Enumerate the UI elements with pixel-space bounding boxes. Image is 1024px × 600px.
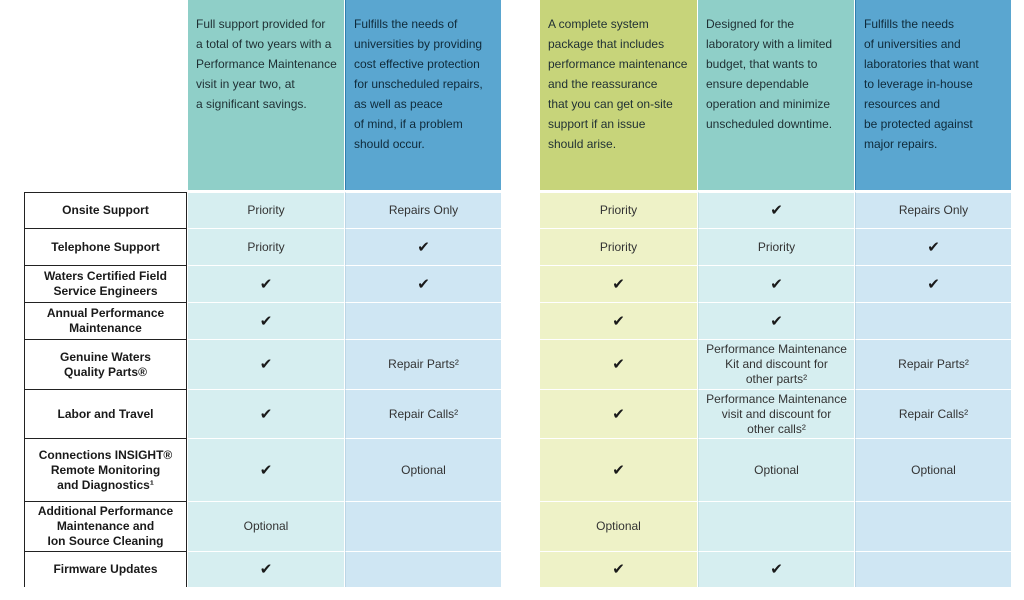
checkmark-icon: ✔ (188, 265, 344, 302)
feature-label: Telephone Support (24, 228, 187, 265)
checkmark-icon: ✔ (345, 228, 501, 265)
plan-5-description: Fulfills the needs of universities and laboratories that want to leverage in-house resources and be protected against major repairs. (864, 17, 979, 151)
table-row (0, 389, 1024, 438)
table-cell: Repair Calls² (345, 389, 501, 438)
table-cell: Priority (188, 228, 344, 265)
table-row (0, 551, 1024, 587)
table-row (0, 302, 1024, 339)
table-cell: Priority (540, 192, 697, 228)
table-cell: Priority (698, 228, 854, 265)
checkmark-icon: ✔ (188, 389, 344, 438)
table-row (0, 265, 1024, 302)
checkmark-icon: ✔ (540, 302, 697, 339)
table-cell (855, 302, 1011, 339)
feature-label: Connections INSIGHT® Remote Monitoring and Diagnostics¹ (24, 438, 187, 501)
table-row (0, 501, 1024, 551)
plan-column-1-header (188, 0, 344, 190)
feature-label: Labor and Travel (24, 389, 187, 438)
table-cell: Repair Calls² (855, 389, 1011, 438)
checkmark-icon: ✔ (188, 302, 344, 339)
plan-column-4-header (698, 0, 854, 190)
feature-label: Firmware Updates (24, 551, 187, 587)
table-cell (698, 501, 854, 551)
checkmark-icon: ✔ (698, 551, 854, 587)
table-cell: Optional (855, 438, 1011, 501)
feature-label: Onsite Support (24, 192, 187, 228)
checkmark-icon: ✔ (698, 302, 854, 339)
checkmark-icon: ✔ (188, 339, 344, 389)
table-row (0, 192, 1024, 228)
plan-1-description: Full support provided for a total of two years with a Performance Maintenance visit in year two, at a significant savings. (196, 17, 337, 111)
table-cell (345, 551, 501, 587)
plan-2-description: Fulfills the needs of universities by providing cost effective protection for unscheduled repairs, as well as peace of mind, if a problem should occur. (354, 17, 483, 151)
table-cell (345, 501, 501, 551)
table-cell: Optional (345, 438, 501, 501)
table-row (0, 339, 1024, 389)
table-cell: Repair Parts² (855, 339, 1011, 389)
checkmark-icon: ✔ (540, 265, 697, 302)
checkmark-icon: ✔ (698, 192, 854, 228)
table-cell: Repairs Only (855, 192, 1011, 228)
table-row (0, 438, 1024, 501)
checkmark-icon: ✔ (540, 339, 697, 389)
table-cell (855, 551, 1011, 587)
plan-4-description: Designed for the laboratory with a limited budget, that wants to ensure dependable operation and minimize unscheduled downtime. (706, 17, 833, 131)
plan-column-5-header (855, 0, 1011, 190)
feature-label: Waters Certified Field Service Engineers (24, 265, 187, 302)
table-cell: Performance Maintenance Kit and discount for other parts² (698, 339, 854, 389)
checkmark-icon: ✔ (540, 389, 697, 438)
checkmark-icon: ✔ (855, 265, 1011, 302)
plan-column-2-header (345, 0, 501, 190)
table-cell: Repair Parts² (345, 339, 501, 389)
checkmark-icon: ✔ (855, 228, 1011, 265)
plan-3-description: A complete system package that includes performance maintenance and the reassurance that you can get on-site support if an issue should arise. (548, 17, 688, 151)
table-row (0, 228, 1024, 265)
feature-label: Annual Performance Maintenance (24, 302, 187, 339)
checkmark-icon: ✔ (188, 551, 344, 587)
feature-label: Additional Performance Maintenance and Ion Source Cleaning (24, 501, 187, 551)
table-cell: Optional (698, 438, 854, 501)
table-cell: Optional (188, 501, 344, 551)
table-cell (345, 302, 501, 339)
checkmark-icon: ✔ (345, 265, 501, 302)
table-cell (855, 501, 1011, 551)
plan-column-3-header (540, 0, 697, 190)
checkmark-icon: ✔ (188, 438, 344, 501)
checkmark-icon: ✔ (698, 265, 854, 302)
checkmark-icon: ✔ (540, 438, 697, 501)
table-cell: Performance Maintenance visit and discount for other calls² (698, 389, 854, 438)
checkmark-icon: ✔ (540, 551, 697, 587)
feature-label: Genuine Waters Quality Parts® (24, 339, 187, 389)
table-cell: Priority (188, 192, 344, 228)
table-cell: Priority (540, 228, 697, 265)
table-cell: Optional (540, 501, 697, 551)
table-cell: Repairs Only (345, 192, 501, 228)
